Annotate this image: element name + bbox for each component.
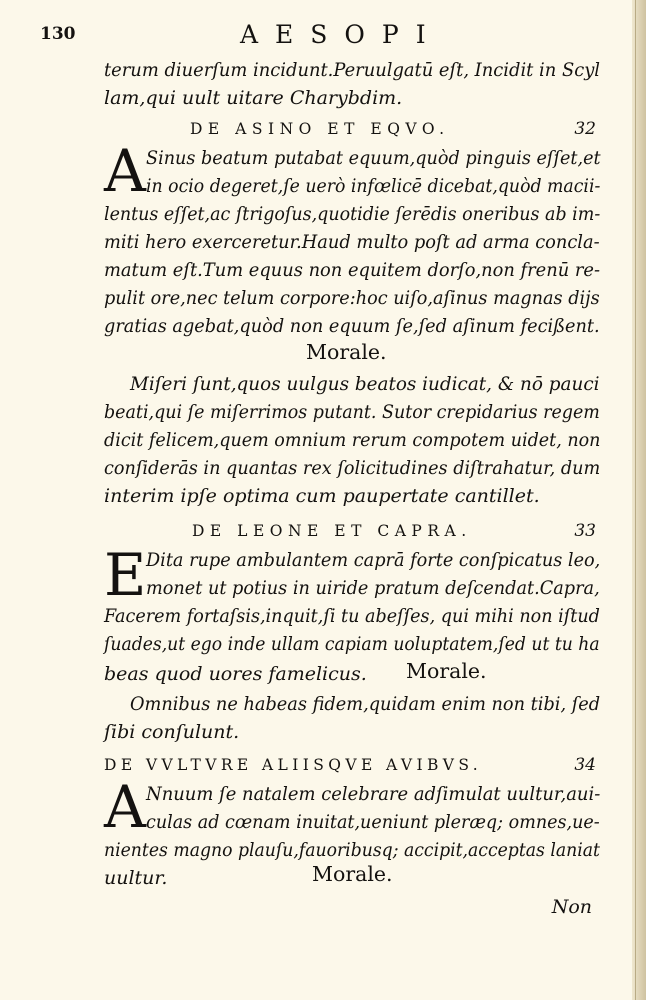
catchword: Non [551, 896, 592, 918]
text-line: Sinus beatum putabat equum,quòd pinguis eſſet,et [146, 147, 601, 169]
text-line: Facerem fortaſsis,inquit,ſi tu abeſſes, qui mihi non iſtud [104, 605, 600, 627]
text-line: ſuades,ut ego inde ullam capiam uoluptatem,ſed ut tu ha [104, 633, 600, 655]
morale-line: conſiderās in quantas rex ſolicitudines diſtrahatur, dum [104, 457, 601, 479]
text-line: lentus eſſet,ac ſtrigoſus,quotidie ſerēdis oneribus ab im- [104, 203, 601, 225]
fable-title: DE VVLTVRE ALIISQVE AVIBVS. [104, 756, 483, 774]
running-title: AESOPI [240, 20, 443, 49]
text-line: matum eſt.Tum equus non equitem dorſo,non frenū re- [104, 259, 601, 281]
fable-title: DE ASINO ET EQVO. [190, 120, 450, 138]
morale-label: Morale. [312, 862, 393, 886]
text-line: Nnuum ſe natalem celebrare adſimulat uultur,aui- [146, 783, 601, 805]
drop-capital: A [104, 137, 146, 205]
morale-line: ſibi conſulunt. [104, 721, 240, 743]
page-header [40, 14, 600, 54]
text-line: Dita rupe ambulantem caprā forte conſpicatus leo, [146, 549, 601, 571]
morale-line: beati,qui ſe miſerrimos putant. Sutor crepidarius regem [104, 401, 600, 423]
page-fold-line [635, 0, 636, 1000]
fable-number: 33 [574, 521, 596, 541]
morale-label: Morale. [306, 340, 387, 364]
text-line: gratias agebat,quòd non equum ſe,ſed aſinum fecißent. [104, 315, 600, 337]
text-line: miti hero exerceretur.Haud multo poſt ad arma concla- [104, 231, 600, 253]
text-line: beas quod uores famelicus. [104, 663, 367, 685]
text-line: in ocio degeret,ſe uerò infœlicē dicebat,quòd macii- [146, 175, 601, 197]
text-line: nientes magno plauſu,fauoribusq; accipit,acceptas laniat [104, 839, 600, 861]
text-line: culas ad cœnam inuitat,ueniunt pleræq; omnes,ue- [146, 811, 600, 833]
morale-line: Miſeri ſunt,quos uulgus beatos iudicat, & nō pauci [130, 373, 600, 395]
text-line: monet ut potius in uiride pratum deſcendat.Capra, [146, 577, 600, 599]
morale-line: Omnibus ne habeas fidem,quidam enim non tibi, ſed [130, 693, 601, 715]
morale-line: interim ipſe optima cum paupertate cantillet. [104, 485, 540, 507]
drop-capital: E [104, 541, 147, 609]
text-line: terum diuerſum incidunt.Peruulgatū eſt, Incidit in Scyl [104, 59, 601, 81]
text-line: uultur. [104, 867, 168, 889]
fable-number: 32 [574, 119, 596, 139]
fable-title: DE LEONE ET CAPRA. [192, 522, 472, 540]
text-line: pulit ore,nec telum corpore:hoc uiſo,aſinus magnas dijs [104, 287, 600, 309]
drop-capital: A [104, 773, 146, 841]
morale-line: dicit felicem,quem omnium rerum compotem uidet, non [104, 429, 601, 451]
morale-label: Morale. [406, 659, 487, 683]
text-line: lam,qui uult uitare Charybdim. [104, 87, 403, 109]
fable-number: 34 [574, 755, 596, 775]
folio-number: 130 [40, 24, 76, 44]
